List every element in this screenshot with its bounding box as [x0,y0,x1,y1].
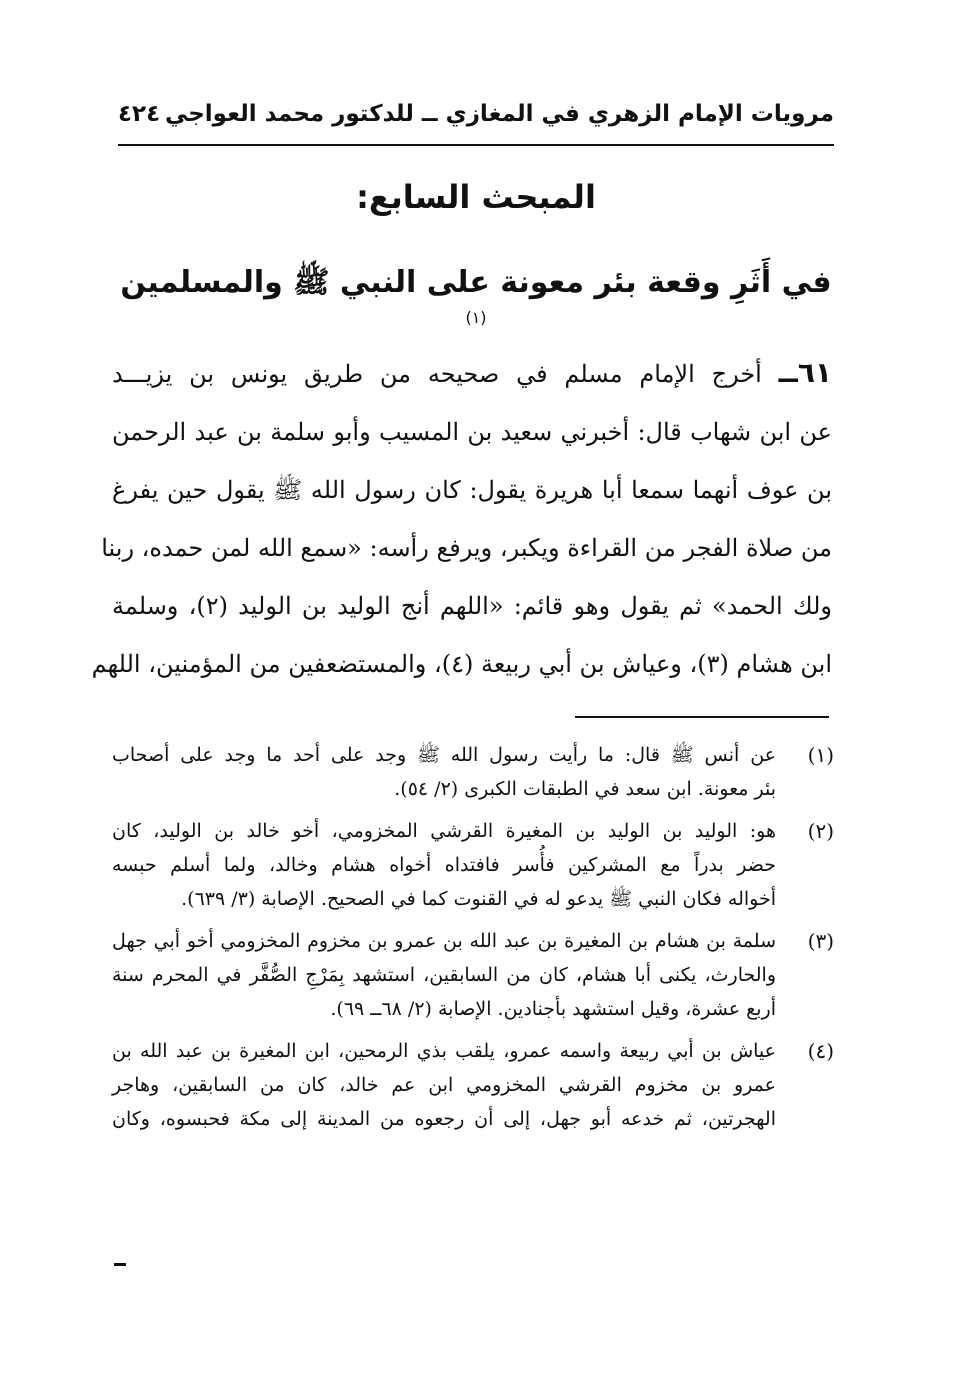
item-number: ٦١ــ [778,356,832,389]
footnote-text [112,924,776,1026]
footnote-3 [112,924,834,1026]
running-header [118,94,834,134]
footnote-number: (١) [807,743,834,767]
section-subtitle [118,264,834,342]
continuation-dash [114,1263,126,1266]
footnote-4 [112,1034,834,1136]
footnote-line: عن أنس ﷺ قال: ما رأيت رسول الله ﷺ وجد على أحد ما وجد على أصحاب [112,744,776,766]
body-line-text: أخرج الإمام مسلم في صحيحه من طريق يونس بن يزيـــد [112,360,762,388]
body-line [112,344,832,403]
footnote-1 [112,738,834,806]
section-subtitle-text: في أَثَرِ وقعة بئر معونة على النبي ﷺ والمسلمين [120,265,832,300]
footnote-line: الهجرتين، ثم خدعه أبو جهل، إلى أن رجعوه من المدينة إلى مكة فحبسوه، وكان [112,1108,776,1130]
body-line: بن عوف أنهما سمعا أبا هريرة يقول: كان رسول الله ﷺ يقول حين يفرغ [112,476,832,504]
body-line: عن ابن شهاب قال: أخبرني سعيد بن المسيب وأبو سلمة بن عبد الرحمن [112,418,832,446]
footnote-number: (٢) [807,819,834,843]
footnotes [112,738,834,1144]
footnote-line: حضر بدراً مع المشركين فأُسر فافتداه أخواه هشام وخالد، ولما أسلم حبسه [112,854,776,876]
body-line: ولك الحمد» ثم يقول وهو قائم: «اللهم أنج الوليد بن الوليد (٢)، وسلمة [112,592,833,620]
footnote-line: أربع عشرة، وقيل استشهد بأجنادين. الإصابة (٢/ ٦٨ــ ٦٩). [330,998,776,1020]
footnote-line: أخواله فكان النبي ﷺ يدعو له في القنوت كما في الصحيح. الإصابة (٣/ ٦٣٩). [181,888,776,910]
running-title: مرويات الإمام الزهري في المغازي ــ للدكتور محمد العواجي [164,101,834,127]
footnote-text [112,738,776,806]
body-line: من صلاة الفجر من القراءة ويكبر، ويرفع رأسه: «سمع الله لمن حمده، ربنا [101,534,832,562]
footnote-text [112,1034,776,1136]
header-rule [118,144,834,146]
body-line: ابن هشام (٣)، وعياش بن أبي ربيعة (٤)، والمستضعفين من المؤمنين، اللهم [91,650,832,678]
footnote-line: والحارث، يكنى أبا هشام، كان من السابقين، استشهد بِمَرْجِ الصُّفَّر في المحرم سنة [112,964,776,986]
body-paragraph [91,344,833,693]
footnote-ref-1: (١) [465,308,487,327]
section-title: المبحث السابع: [356,178,596,216]
footnote-line: عمرو بن مخزوم القرشي المخزومي ابن عم خالد، كان من السابقين، وهاجر [112,1074,776,1096]
footnote-2 [112,814,834,916]
footnote-number: (٤) [807,1039,834,1063]
footnote-separator [575,716,829,718]
footnote-number: (٣) [807,929,834,953]
page-number: ٤٢٤ [118,101,161,127]
footnote-text [112,814,776,916]
footnote-line: سلمة بن هشام بن المغيرة بن عبد الله بن عمرو بن مخزوم المخزومي أخو أبي جهل [112,930,776,952]
footnote-line: هو: الوليد بن الوليد بن المغيرة القرشي المخزومي، أخو خالد بن الوليد، كان [112,820,776,842]
footnote-line: عياش بن أبي ربيعة واسمه عمرو، يلقب بذي الرمحين، ابن المغيرة بن عبد الله بن [112,1040,776,1062]
footnote-line: بئر معونة. ابن سعد في الطبقات الكبرى (٢/ ٥٤). [394,778,776,800]
